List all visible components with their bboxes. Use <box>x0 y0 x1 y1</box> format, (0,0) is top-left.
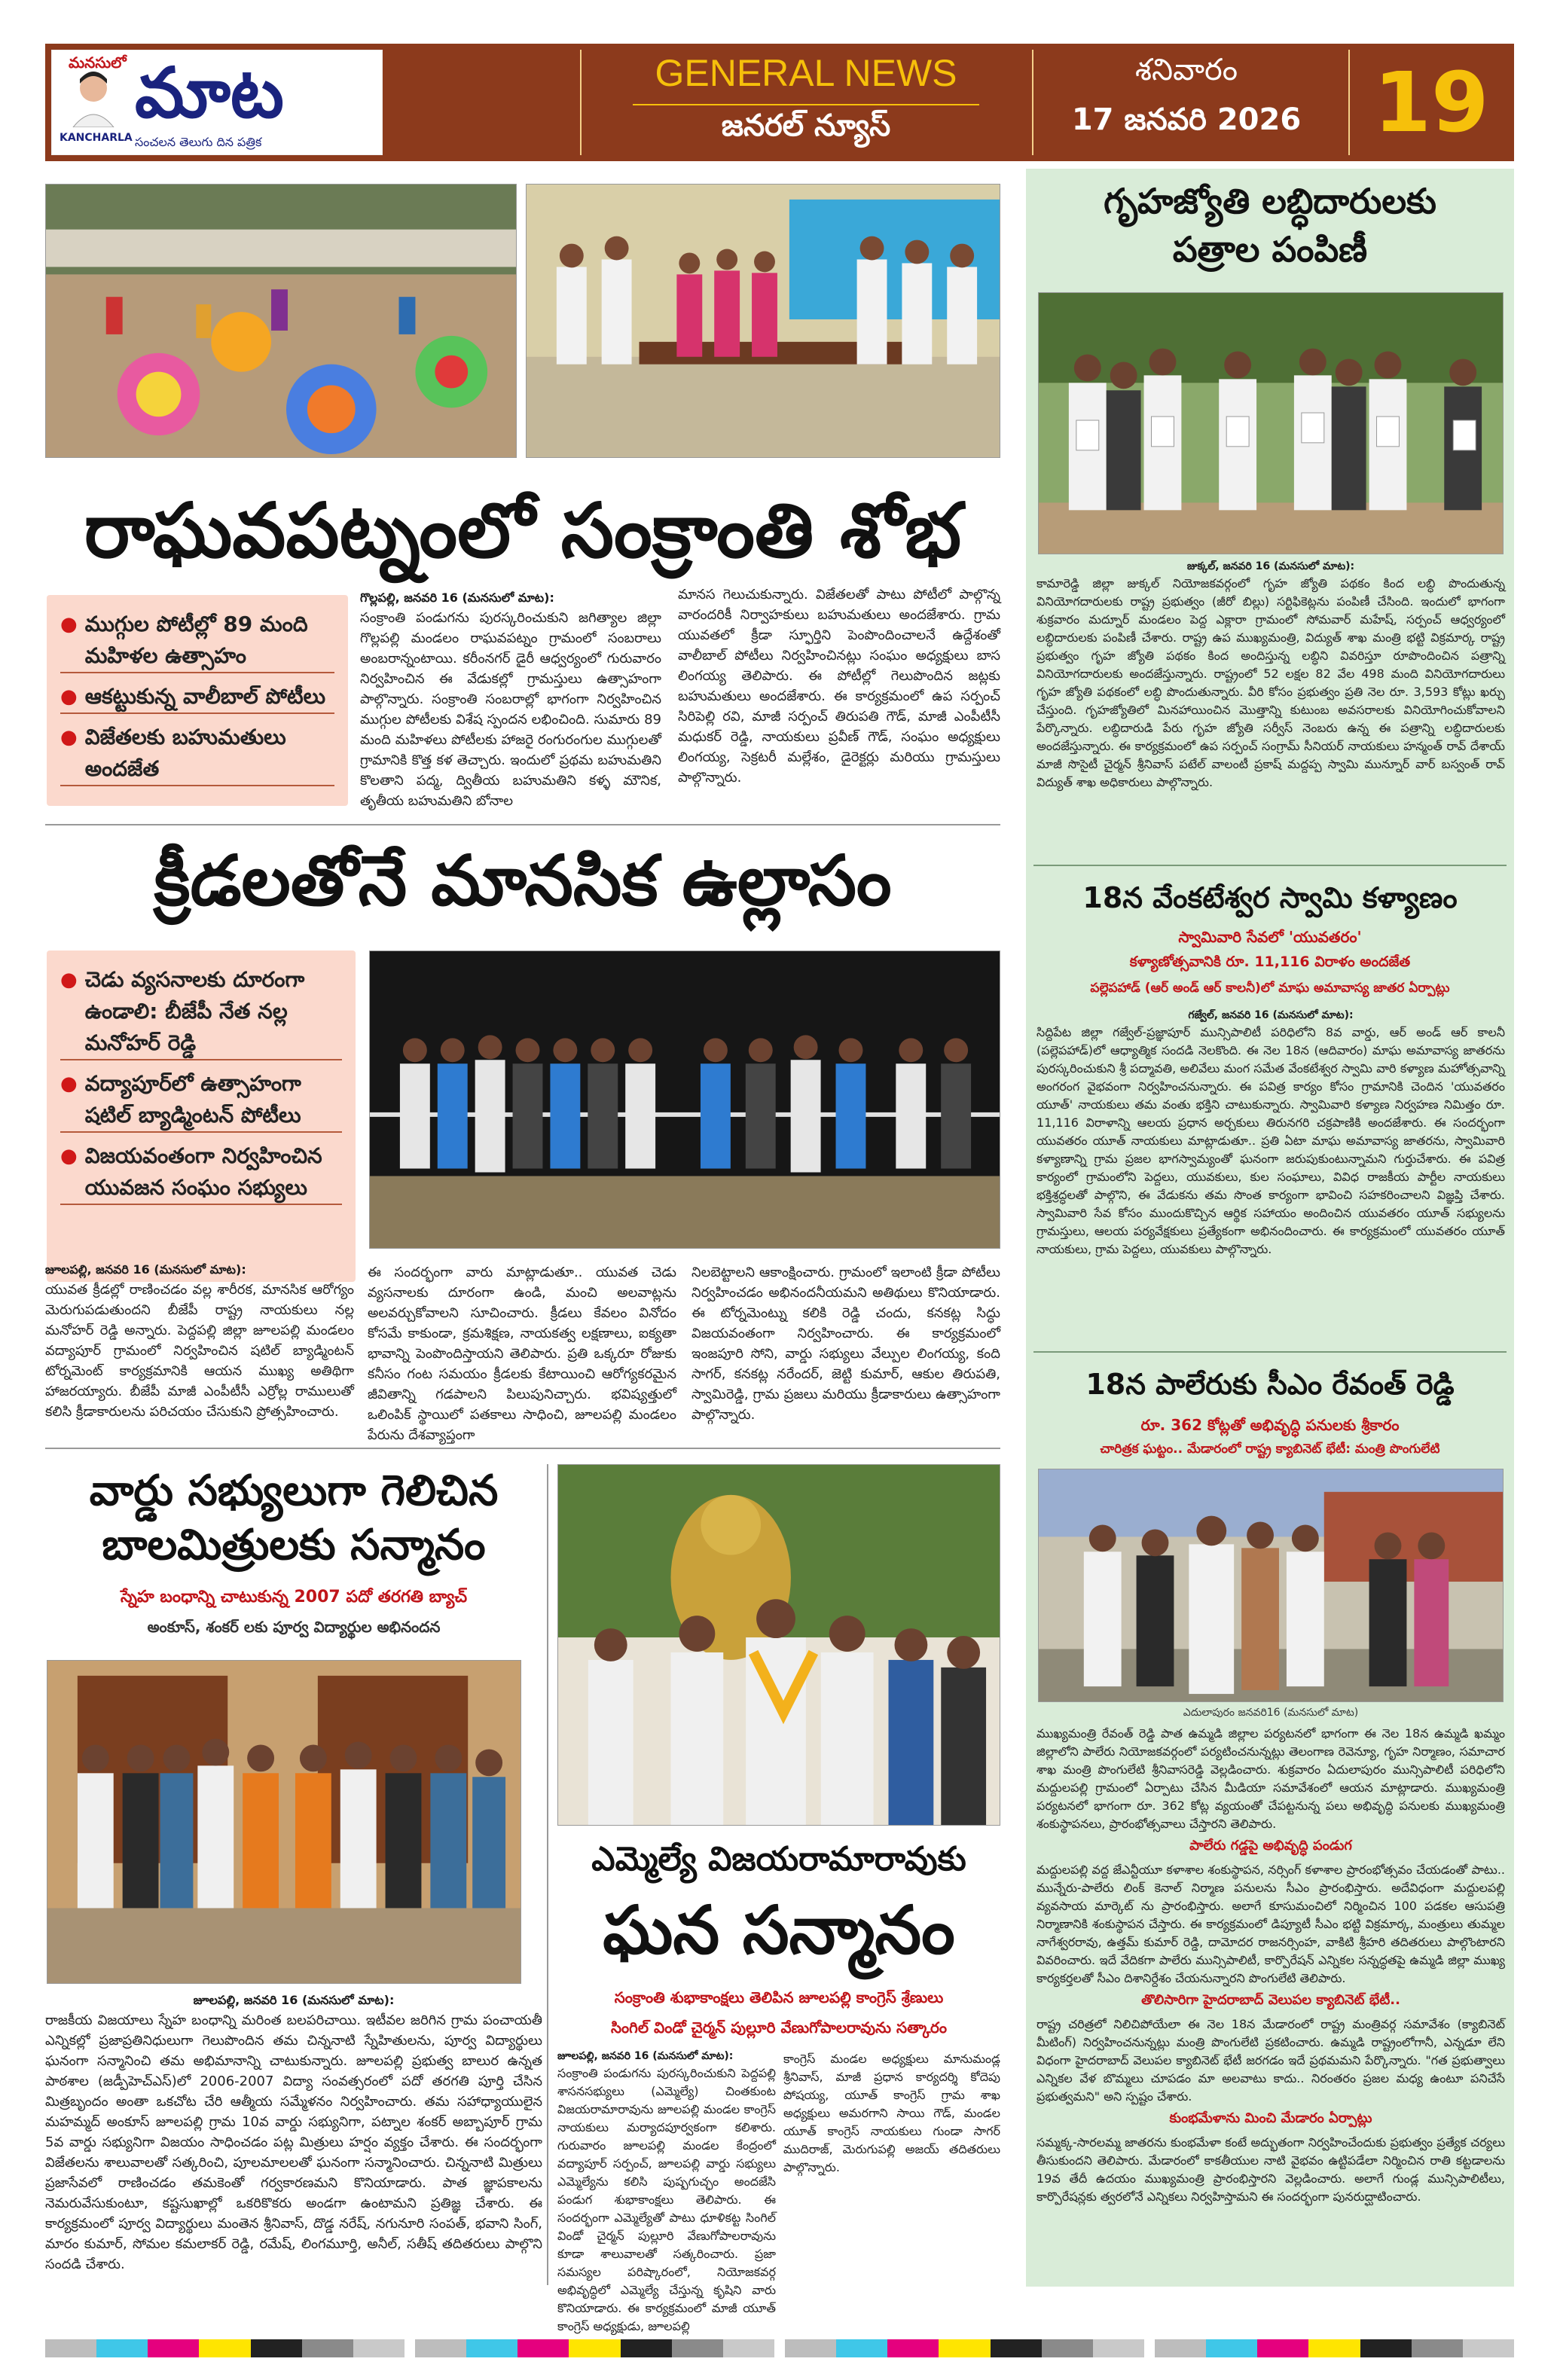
story2-col2 <box>368 1262 676 1445</box>
badminton-team-photo <box>369 950 1000 1249</box>
color-swatch <box>45 2339 96 2357</box>
divider <box>1033 1351 1507 1353</box>
article-text: సిద్దిపేట జిల్లా గజ్వేల్-ప్రజ్ఞాపూర్ మున్సిపాలిటీ పరిధిలోని 8వ వార్డు, ఆర్ అండ్ ఆర్ కాలనీ (పల్లెపహాడ్)లో ఆధ్యాత్మిక సందడి నెలకొంది. ఈ నెల 18న (ఆదివారం) మాఘ అమావాస్య జాతరను పురస్కరించుకుని శ్రీ పద్మావతి, అలివేలు మంగ సమేత వేంకటేశ్వర స్వామి వారి కళ్యాణ మహోత్సవాన్ని అంగరంగ వైభవంగా నిర్వహించనున్నారు. ఈ పవిత్ర కార్యం కోసం గ్రామానికి చెందిన 'యువతరం యూత్' నాయకులు తమ వంతు భక్తిని చాటుకున్నారు. స్వామివారి కళ్యాణ నిర్వహణ నిమిత్తం రూ. 11,116 విరాళాన్ని ఆలయ ప్రధాన అర్చకులు తిరునగరి చక్రపాణికి అందజేశారు. ఈ సందర్భంగా యువతరం యూత్ నాయకులు మాట్లాడుతూ.. ప్రతి ఏటా మాఘ అమావాస్య జాతరను, స్వామివారి కళ్యాణాన్ని గ్రామ ప్రజల భాగస్వామ్యంతో ఘనంగా జరుపుకుంటున్నామని గుర్తుచేశారు. ఈ పవిత్ర కార్యంలో గ్రామంలోని పెద్దలు, యువకులు, కుల సంఘాలు, వివిధ రాజకీయ పార్టీల నాయకులు భక్తిశ్రద్ధలతో పాల్గొని, ఈ వేడుకను తమ సొంత కార్యంగా భావించి సహకరించాలని విజ్ఞప్తి చేశారు. స్వామివారి సేవ కోసం ముందుకొచ్చిన ఆర్థిక సహాయం అందించిన యువతరం యూత్ సభ్యులను గ్రామస్తులు, ఆలయ పర్యవేక్షకులు ప్రత్యేకంగా అభినందించారు. ఈ కార్యక్రమంలో యువతరం యూత్ నాయకులు, గ్రామ పెద్దలు, యువకులు పాల్గొన్నారు. <box>1036 1025 1505 1256</box>
story2-headline: క్రీడలతోనే మానసిక ఉల్లాసం <box>154 841 892 921</box>
color-swatch <box>251 2339 302 2357</box>
issue-day: శనివారం <box>1135 53 1238 87</box>
right2-body <box>1036 1009 1505 1259</box>
photo-caption: ఎదులాపురం జనవరి16 (మనసులో మాట) <box>1183 1707 1359 1719</box>
logo-portrait-icon <box>67 67 120 127</box>
dateline: జుక్కల్, జనవరి 16 (మనసులో మాట): <box>1186 560 1355 572</box>
color-swatch-group <box>785 2339 1144 2357</box>
right3-headline: 18న పాలేరుకు సీఎం రేవంత్ రెడ్డి <box>1085 1368 1455 1401</box>
color-swatch <box>723 2339 774 2357</box>
highlight-item: ● వద్యాపూర్‌లో ఉత్సాహంగా షటిల్ బ్యాడ్మింటన్ పోటీలు <box>60 1068 342 1133</box>
dateline: గజ్వేల్, జనవరి 16 (మనసులో మాట): <box>1188 1009 1354 1021</box>
highlight-item: ● ఆకట్టుకున్న వాలీబాల్ పోటీలు <box>60 681 334 714</box>
story4-headline-line1: ఎమ్మెల్యే విజయరామారావుకు <box>591 1840 966 1878</box>
mini-heading: కుంభమేళాను మించి మేడారం ఏర్పాట్లు <box>1169 2110 1372 2126</box>
color-swatch <box>836 2339 887 2357</box>
color-swatch <box>415 2339 466 2357</box>
color-swatch <box>1093 2339 1144 2357</box>
color-swatch <box>1042 2339 1093 2357</box>
color-swatch <box>569 2339 620 2357</box>
article-text: రాజకీయ విజయాలు స్నేహ బంధాన్ని మరింత బలపరిచాయి. ఇటీవల జరిగిన గ్రామ పంచాయతీ ఎన్నికల్లో ప్రజాప్రతినిధులుగా గెలుపొందిన తమ చిన్ననాటి స్నేహితులను, పూర్వ విద్యార్థులు ఘనంగా సన్మానించి తమ అభిమానాన్ని చాటుకున్నారు. జూలపల్లి ప్రభుత్వ బాలుర ఉన్నత పాఠశాల (జడ్పీహెచ్ఎస్)లో 2006-2007 విద్యా సంవత్సరంలో పదో తరగతి పూర్తి చేసిన మిత్రబృందం అంతా ఒకచోట చేరి ఆత్మీయ సమ్మేళనం నిర్వహించారు. తమ సహాధ్యాయులైన మహమ్మద్ అంకూస్ జూలపల్లి గ్రామ 10వ వార్డు సభ్యునిగా, పట్నాల శంకర్ అబ్బాపూర్ గ్రామ 5వ వార్డు సభ్యునిగా విజయం సాధించడం పట్ల మిత్రులు హర్షం వ్యక్తం చేశారు. ఈ సందర్భంగా విజేతలను శాలువాలతో సత్కరించి, పూలమాలలతో ఘనంగా సన్మానించారు. చిన్ననాటి మిత్రులు ప్రజాసేవలో రాణించడం తమకెంతో గర్వకారణమని కొనియాడారు. పాత జ్ఞాపకాలను నెమరువేసుకుంటూ, కష్టసుఖాల్లో ఒకరికొకరు అండగా ఉంటామని ప్రతిజ్ఞ చేశారు. ఈ కార్యక్రమంలో పూర్వ విద్యార్థులు మంతెన శ్రీనివాస్, దొడ్డ నరేష్, నగునూరి సంపత్, భవాని సింగ్, మారం కుమార్, సోమల కమలాకర్ రెడ్డి, రమేష్, లింగమూర్తి, అనీల్, సతీష్ తదితరులు పాల్గొని సందడి చేశారు. <box>45 2012 542 2272</box>
color-swatch <box>302 2339 353 2357</box>
color-swatch <box>939 2339 990 2357</box>
article-text: నిలబెట్టాలని ఆకాంక్షించారు. గ్రామంలో ఇలాంటి క్రీడా పోటీలు నిర్వహించడం అభినందనీయమని అతిథులు కొనియాడారు. ఈ టోర్నమెంట్ను కలికి రెడ్డి చందు, కనకట్ల సిద్ధు విజయవంతంగా నిర్వహించారు. ఈ కార్యక్రమంలో ఇంజపూరి సోని, వార్డు సభ్యులు వేల్పుల లింగయ్య, కంది సాగర్, కనకట్ల నరేందర్, జెట్టి కుమార్, ఆకుల తిరుపతి, స్వామిరెడ్డి, గ్రామ ప్రజలు మరియు క్రీడాకారులు ఉత్సాహంగా పాల్గొన్నారు. <box>691 1265 1000 1423</box>
color-swatch <box>672 2339 723 2357</box>
color-swatch <box>621 2339 672 2357</box>
right3-subheading-2: చారిత్రక ఘట్టం.. మేడారంలో రాష్ట్ర క్యాబినెట్ భేటీ: మంత్రి పొంగులేటి <box>1100 1442 1440 1457</box>
divider <box>547 1464 548 2285</box>
color-swatch <box>199 2339 250 2357</box>
issue-date: 17 జనవరి 2026 <box>1071 102 1302 137</box>
highlight-item: ● విజేతలకు బహుమతులు అందజేత <box>60 722 334 786</box>
mla-felicitation-photo <box>557 1464 1000 1826</box>
divider <box>45 824 1000 825</box>
dateline: గొల్లపల్లి, జనవరి 16 (మనసులో మాట): <box>360 590 554 605</box>
color-swatch <box>991 2339 1042 2357</box>
color-swatch <box>1155 2339 1206 2357</box>
print-color-bar <box>45 2339 1514 2357</box>
right1-headline-line1: గృహజ్యోతి లబ్ధిదారులకు <box>1104 181 1436 221</box>
masthead-divider <box>580 50 582 155</box>
story3-body <box>45 1993 542 2275</box>
story4-col1 <box>557 2050 776 2336</box>
color-swatch-group <box>1155 2339 1514 2357</box>
dateline: జూలపల్లి, జనవరి 16 (మనసులో మాట): <box>193 1993 395 2007</box>
story1-col2 <box>678 584 1000 788</box>
color-swatch <box>1360 2339 1412 2357</box>
article-text: ముఖ్యమంత్రి రేవంత్ రెడ్డి పాత ఉమ్మడి జిల్లాల పర్యటనలో భాగంగా ఈ నెల 18న ఉమ్మడి ఖమ్మం జిల్లాలోని పాలేరు నియోజకవర్గంలో పర్యటించనున్నట్లు తెలంగాణ రెవెన్యూ, గృహ నిర్మాణం, సమాచార శాఖ మంత్రి పొంగులేటి శ్రీనివాసరెడ్డి వెల్లడించారు. శుక్రవారం ఏదులాపురం మున్సిపాలిటీ పరిధిలోని మద్దులపల్లి గ్రామంలో ఏర్పాటు చేసిన మీడియా సమావేశంలో ఆయన మాట్లాడారు. ముఖ్యమంత్రి పర్యటనలో భాగంగా రూ. 362 కోట్ల వ్యయంతో చేపట్టనున్న పలు అభివృద్ధి పనులకు ముఖ్యమంత్రి శంకుస్థాపనలు, ప్రారంభోత్సవాలు చేస్తారని తెలిపారు. <box>1036 1726 1505 1831</box>
mini-heading: పాలేరు గడ్డపై అభివృద్ధి పండుగ <box>1189 1838 1352 1854</box>
article-text: మానస గెలుచుకున్నారు. విజేతలతో పాటు పోటీలో పాల్గొన్న వారందరికీ నిర్వాహకులు బహుమతులు అందజేశారు. గ్రామ యువతలో క్రీడా స్ఫూర్తిని పెంపొందించాలనే ఉద్దేశంతో వాలీబాల్ పోటీలు నిర్వహించినట్లు సంఘం అధ్యక్షులు బాస లింగయ్య తెలిపారు. ఈ పోటీల్లో గెలుపొందిన జట్లకు బహుమతులు అందజేశారు. ఈ కార్యక్రమంలో ఉప సర్పంచ్ సిరిపెల్లి రవి, మాజీ సర్పంచ్ తిరుపతి గౌడ్, మాజీ ఎంపీటీసీ మధుకర్ రెడ్డి, నాయకులు ప్రవీణ్ గౌడ్, సంఘం అధ్యక్షులు లింగయ్య, సెక్రటరీ మల్లేశం, డైరెక్టర్లు మరియు గ్రామస్తులు పాల్గొన్నారు. <box>678 587 1000 786</box>
highlight-item: ● ముగ్గుల పోటీల్లో 89 మంది మహిళల ఉత్సాహం <box>60 609 334 673</box>
color-swatch <box>96 2339 148 2357</box>
right2-subheading-2: కళ్యాణోత్సవానికి రూ. 11,116 విరాళం అందజేత <box>1129 954 1411 970</box>
story3-subheading: స్నేహ బంధాన్ని చాటుకున్న 2007 పదో తరగతి బ్యాచ్ <box>120 1588 468 1606</box>
article-text: సమ్మక్క-సారలమ్మ జాతరను కుంభమేళా కంటే అద్భుతంగా నిర్వహించేందుకు ప్రభుత్వం ప్రత్యేక చర్యలు తీసుకుందని తెలిపారు. మేడారంలో కాకతీయుల నాటి వైభవం ఉట్టిపడేలా నిర్మించిన రాతి కట్టడాలను 19వ తేదీ ఉదయం ముఖ్యమంత్రి ప్రారంభిస్తారని వెల్లడించారు. అలాగే గుండ్ల మున్సిపాలిటీలు, కార్పొరేషన్లకు త్వరలోనే ఎన్నికలు నిర్వహిస్తామని ఈ సందర్భంగా పునరుద్ఘాటించారు. <box>1036 2135 1505 2204</box>
masthead-divider-2 <box>1032 50 1033 155</box>
section-title-te: జనరల్ న్యూస్ <box>721 108 891 143</box>
article-text: రాష్ట్ర చరిత్రలో నిలిచిపోయేలా ఈ నెల 18న మేడారంలో రాష్ట్ర మంత్రివర్గ సమావేశం (క్యాబినెట్ మీటింగ్) నిర్వహించనున్నట్లు మంత్రి పొంగులేటి ప్రకటించారు. ఉమ్మడి రాష్ట్రంలోగానీ, ఎన్నడూ లేని విధంగా హైదరాబాద్ వెలుపల క్యాబినెట్ భేటీ జరగడం ఇదే ప్రథమమని పేర్కొన్నారు. "గత ప్రభుత్వాలు ఎన్నికల వేళ బొమ్మలు చూపడం మా అలవాటు కాదు.. నిరంతరం ప్రజల మధ్య ఉంటూ పనిచేసే ప్రభుత్వమని" అని స్పష్టం చేశారు. <box>1036 2017 1505 2104</box>
masthead <box>45 44 1514 161</box>
right3-body <box>1036 1725 1505 2206</box>
highlight-item: ● విజయవంతంగా నిర్వహించిన యువజన సంఘం సభ్యులు <box>60 1140 342 1205</box>
story4-subheading: సంక్రాంతి శుభాకాంక్షలు తెలిపిన జూలపల్లి కాంగ్రెస్ శ్రేణులు <box>614 1988 944 2006</box>
story3-headline-line1: వార్డు సభ్యులుగా గెలిచిన <box>89 1466 499 1515</box>
color-swatch <box>1206 2339 1257 2357</box>
alumni-group-photo <box>47 1660 521 1984</box>
right1-headline-line2: పత్రాల పంపిణీ <box>1172 229 1368 270</box>
story3-headline-line2: బాలమిత్రులకు సన్మానం <box>102 1521 486 1570</box>
article-text: మద్దులపల్లి వద్ద జేఎన్టీయూ కళాశాల శంకుస్థాపన, నర్సింగ్ కళాశాల ప్రారంభోత్సవం చేయడంతో పాటు.. మున్నేరు-పాలేరు లింక్ కెనాల్ నిర్మాణ పనులను సీఎం ప్రారంభిస్తారు. అదేవిధంగా మద్దులపల్లి వ్యవసాయ మార్కెట్ ను ప్రారంభిస్తారు. అలాగే కూసుమంచిలో నిర్మించిన 100 పడకల ఆసుపత్రి నిర్మాణానికి శంకుస్థాపన చేస్తారు. ఈ కార్యక్రమంలో డిప్యూటీ సీఎం భట్టి విక్రమార్క, మంత్రులు తుమ్మల నాగేశ్వరరావు, ఉత్తమ్ కుమార్ రెడ్డి, దామోదర రాజనర్సింహ, వాకిటి శ్రీహరి తదితరులు పాల్గొంటారని వివరించారు. ఇదే వేదికగా పాలేరు మున్సిపాలిటీ, కార్పొరేషన్ ఎన్నికల సన్నద్ధతపై ఉమ్మడి జిల్లా ముఖ్య కార్యకర్తలతో సీఎం దిశానిర్దేశం చేయనున్నారని పొంగులేటి తెలిపారు. <box>1036 1863 1505 1985</box>
color-swatch-group <box>415 2339 774 2357</box>
article-text: కాంగ్రెస్ మండల అధ్యక్షులు మానుమండ్ల శ్రీనివాస్, మాజీ ప్రధాన కార్యదర్శి కోదెపు పోషయ్య, యూత్ కాంగ్రెస్ గ్రామ శాఖ అధ్యక్షులు అమరగాని సాయి గౌడ్, మండల యూత్ కాంగ్రెస్ నాయకులు గుండా సాగర్ ముదిరాజ్, మెరుగుపల్లి అజయ్ తదితరులు పాల్గొన్నారు. <box>783 2052 1000 2174</box>
color-swatch <box>1257 2339 1308 2357</box>
highlight-item: ● చెడు వ్యసనాలకు దూరంగా ఉండాలి: బీజేపీ నేత నల్ల మనోహర్ రెడ్డి <box>60 964 342 1060</box>
masthead-divider-3 <box>1348 50 1350 155</box>
article-text: సంక్రాంతి పండుగను పురస్కరించుకుని పెద్దపల్లి శాసనసభ్యులు (ఎమ్మెల్యే) చింతకుంట విజయరామారావును జూలపల్లి మండల కాంగ్రెస్ నాయకులు మర్యాదపూర్వకంగా కలిశారు. గురువారం జూలపల్లి మండల కేంద్రంలో వద్యాపూర్ సర్పంచ్, జూలపల్లి వార్డు సభ్యులు ఎమ్మెల్యేను కలిసి పుష్పగుచ్ఛం అందజేసి పండుగ శుభాకాంక్షలు తెలిపారు. ఈ సందర్భంగా ఎమ్మెల్యేతో పాటు ధూళికట్ట సింగిల్ విండో చైర్మన్ పుల్లూరి వేణుగోపాలరావును కూడా శాలువాలతో సత్కరించారు. ప్రజా సమస్యల పరిష్కారంలో, నియోజకవర్గ అభివృద్ధిలో ఎమ్మెల్యే చేస్తున్న కృషిని వారు కొనియాడారు. ఈ కార్యక్రమంలో మాజీ యూత్ కాంగ్రెస్ అధ్యక్షుడు, జూలపల్లి <box>557 2066 776 2333</box>
color-swatch <box>466 2339 517 2357</box>
gruhajyothi-certificates-photo <box>1038 292 1504 554</box>
story3-subheading-2: అంకూస్, శంకర్ లకు పూర్వ విద్యార్థుల అభినందన <box>147 1618 441 1636</box>
color-swatch <box>148 2339 199 2357</box>
story1-headline: రాఘవపట్నంలో సంక్రాంతి శోభ <box>84 487 962 575</box>
color-swatch <box>887 2339 939 2357</box>
story2-col1 <box>45 1262 354 1422</box>
logo-small-text: మనసులో <box>69 53 127 72</box>
article-text: యువత క్రీడల్లో రాణించడం వల్ల శారీరక, మానసిక ఆరోగ్యం మెరుగుపడుతుందని బీజేపీ రాష్ట్ర నాయకులు నల్ల మనోహర్ రెడ్డి అన్నారు. పెద్దపల్లి జిల్లా జూలపల్లి మండలం వద్యాపూర్ గ్రామంలో నిర్వహించిన షటిల్ బ్యాడ్మింటన్ టోర్నమెంట్ కార్యక్రమానికి ఆయన ముఖ్య అతిథిగా హాజరయ్యారు. బీజేపీ మాజీ ఎంపీటీసీ ఎర్రోల్ల రాములుతో కలిసి క్రీడాకారులను పరిచయం చేసుకుని ప్రోత్సహించారు. <box>45 1282 354 1420</box>
right3-subheading: రూ. 362 కోట్లతో అభివృద్ధి పనులకు శ్రీకారం <box>1140 1416 1400 1434</box>
right2-headline: 18న వేంకటేశ్వర స్వామి కళ్యాణం <box>1082 881 1458 914</box>
article-text: ఈ సందర్భంగా వారు మాట్లాడుతూ.. యువత చెడు వ్యసనాలకు దూరంగా ఉండి, మంచి అలవాట్లను అలవర్చుకోవాలని సూచించారు. క్రీడలు కేవలం వినోదం కోసమే కాకుండా, క్రమశిక్షణ, నాయకత్వ లక్షణాలు, ఐక్యతా భావాన్ని పెంపొందిస్తాయని తెలిపారు. ప్రతి ఒక్కరూ రోజుకు కనీసం గంట సమయం క్రీడలకు కేటాయించి ఆరోగ్యకరమైన జీవితాన్ని గడపాలని పిలుపునిచ్చారు. భవిష్యత్తులో ఒలింపిక్ స్థాయిలో పతకాలు సాధించి, జూలపల్లి మండలం పేరును దేశవ్యాప్తంగా <box>368 1265 676 1443</box>
story1-highlights <box>47 595 348 806</box>
color-swatch-group <box>45 2339 405 2357</box>
story2-col3 <box>691 1262 1000 1425</box>
divider <box>1033 865 1507 866</box>
dateline: జూలపల్లి, జనవరి 16 (మనసులో మాట): <box>557 2050 734 2062</box>
logo-big-text: మాట <box>135 53 284 133</box>
minister-visit-photo <box>1038 1469 1504 1702</box>
story4-subheading-2: సింగిల్ విండో చైర్మన్ పుల్లూరి వేణుగోపాలరావును సత్కారం <box>611 2018 947 2037</box>
color-swatch <box>785 2339 836 2357</box>
article-text: సంక్రాంతి పండుగను పురస్కరించుకుని జగిత్యాల జిల్లా గొల్లపల్లి మండలం రాఘవపట్నం గ్రామంలో సంబరాలు అంబరాన్నంటాయి. కరీంనగర్ డైరీ ఆధ్వర్యంలో గురువారం నిర్వహించిన ఈ వేడుకల్లో గ్రామస్తులు ఉత్సాహంగా పాల్గొన్నారు. సంక్రాంతి సంబరాల్లో భాగంగా నిర్వహించిన ముగ్గుల పోటీలకు విశేష స్పందన లభించింది. సుమారు 89 మంది మహిళలు పోటీలకు హాజరై రంగురంగుల ముగ్గులతో గ్రామానికి కొత్త కళ తెచ్చారు. ఇందులో ప్రథమ బహుమతిని కొలతాని పద్మ, ద్వితీయ బహుమతిని కళ్ళ మౌనిక, తృతీయ బహుమతిని బోనాల <box>360 610 661 809</box>
rangoli-photo <box>45 184 517 458</box>
logo-brand: KANCHARLA <box>60 132 133 144</box>
volleyball-winners-photo <box>526 184 1000 458</box>
color-swatch <box>1463 2339 1514 2357</box>
story2-highlights <box>47 950 356 1282</box>
page-number: 19 <box>1373 54 1489 151</box>
right2-subheading-3: పల్లెపహాడ్ (ఆర్ అండ్ ఆర్ కాలనీ)లో మాఘ అమావాస్య జాతర ఏర్పాట్లు <box>1090 981 1450 996</box>
right1-body <box>1036 560 1505 792</box>
color-swatch <box>517 2339 569 2357</box>
color-swatch <box>1308 2339 1360 2357</box>
story4-col2 <box>783 2050 1000 2177</box>
logo-tagline: సంచలన తెలుగు దిన పత్రిక <box>135 135 262 149</box>
masthead-logo[interactable] <box>51 50 383 155</box>
color-swatch <box>353 2339 405 2357</box>
right2-subheading: స్వామివారి సేవలో 'యువతరం' <box>1178 928 1362 946</box>
dateline: జూలపల్లి, జనవరి 16 (మనసులో మాట): <box>45 1262 246 1277</box>
section-title-rule <box>633 104 979 105</box>
article-text: కామారెడ్డి జిల్లా జుక్కల్ నియోజకవర్గంలో గృహ జ్యోతి పథకం కింద లబ్ధి పొందుతున్న వినియోగదారులకు రాష్ట్ర ప్రభుత్వం (జీరో బిల్లు) సర్టిఫికెట్లను పంపిణీ చేసింది. ఇందులో భాగంగా శుక్రవారం మద్నూర్ మండలం పెద్ద ఎక్లారా గ్రామంలో సోమవార్ మహేష్, సర్పంచ్ ఆధ్వర్యంలో లబ్ధిదారులకు పంపిణీ చేశారు. రాష్ట్ర ఉప ముఖ్యమంత్రి, విద్యుత్ శాఖ మంత్రి భట్టి విక్రమార్క రాష్ట్ర ప్రభుత్వం గృహ జ్యోతి పథకం కింద అందిస్తున్న లబ్ధిని వివరిస్తూ రూపొందించిన పత్రాన్ని వినియోగదారులకు అందజేస్తున్నారు. రాష్ట్రంలో 52 లక్షల 82 వేల 498 మంది వినియోగదారులు గృహ జ్యోతి పథకంలో లబ్ధి పొందుతున్నారు. వీరి కోసం ప్రభుత్వం ప్రతి నెల రూ. 3,593 కోట్లు ఖర్చు చేస్తుంది. గృహజ్యోతిలో మినహాయించిన మొత్తాన్ని కుటుంబ అవసరాలకు వినియోగించుకోవాలని పేర్కొన్నారు. లబ్ధిదారుడి పేరు గృహ జ్యోతి సర్వీస్ నెంబరు ఉన్న ఈ పత్రాన్ని లబ్ధిదారులకు అందజేస్తున్నారు. ఈ కార్యక్రమంలో ఉప సర్పంచ్ సంగ్రామ్ సీనియర్ నాయకులు హన్మంత్ రావ్ దేశాయ్ మాజీ సొసైటీ చైర్మన్ శ్రీనివాస్ పటేల్ వాలంటీ ప్రకాష్ మద్దప్ప స్వామి మున్నూర్ వార్ బస్వంత్ రావ్ విద్యుత్ శాఖ అధికారులు పాల్గొన్నారు. <box>1036 576 1505 789</box>
story1-col1 <box>360 590 661 811</box>
divider <box>45 1448 1000 1449</box>
color-swatch <box>1412 2339 1463 2357</box>
section-title-en: GENERAL NEWS <box>655 52 957 94</box>
story4-headline-line2: ఘన సన్మానం <box>603 1891 955 1969</box>
mini-heading: తొలిసారిగా హైదరాబాద్ వెలుపల క్యాబినెట్ భేటీ.. <box>1141 1992 1400 2008</box>
